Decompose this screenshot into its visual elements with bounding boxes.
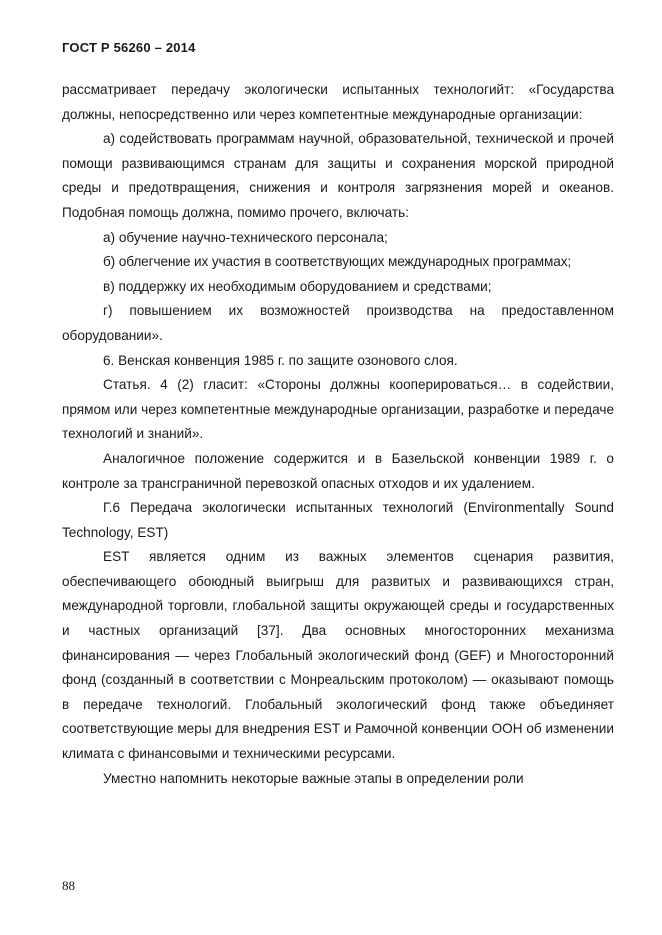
paragraph: 6. Венская конвенция 1985 г. по защите озонового слоя. (103, 352, 458, 368)
paragraph: Статья. 4 (2) гласит: «Стороны должны кооперироваться… в содействии, прямом или через компетентные международные организации, разработке и передаче технологий и знаний». (62, 377, 614, 442)
list-item: г) повышением их возможностей производства на предоставленном оборудовании». (62, 303, 614, 343)
document-header: ГОСТ Р 56260 – 2014 (62, 40, 196, 55)
list-item: в) поддержку их необходимым оборудованием и средствами; (103, 278, 492, 294)
page-number: 88 (62, 878, 75, 893)
paragraph: а) содействовать программам научной, образовательной, технической и прочей помощи развивающимся странам для защиты и сохранения морской природной среды и предотвращения, снижения и контроля загрязнения морей и океанов. Подобная помощь должна, помимо прочего, включать: (62, 131, 614, 220)
document-body (62, 78, 614, 791)
paragraph: EST является одним из важных элементов сценария развития, обеспечивающего обоюдный выигрыш для развитых и развивающихся стран, международной торговли, глобальной защиты окружающей среды и государственных и частных организаций [37]. Два основных многосторонних механизма финансирования — через Глобальный экологический фонд (GEF) и Многосторонний фонд (созданный в соответствии с Монреальским протоколом) — оказывают помощь в передаче технологий. Глобальный экологический фонд также объединяет соответствующие меры для внедрения EST и Рамочной конвенции ООН об изменении климата с финансовыми и техническими ресурсами. (62, 549, 614, 762)
paragraph: Аналогичное положение содержится и в Базельской конвенции 1989 г. о контроле за трансграничной перевозкой опасных отходов и их удалением. (62, 450, 614, 491)
list-item: б) облегчение их участия в соответствующих международных программах; (103, 254, 572, 270)
section-heading: Г.6 Передача экологически испытанных технологий (Environmentally Sound Technology, EST) (62, 500, 614, 540)
list-item: а) обучение научно-технического персонала; (103, 229, 388, 245)
paragraph: Уместно напомнить некоторые важные этапы в определении роли (103, 770, 524, 786)
paragraph: рассматривает передачу экологически испытанных технологийт: «Государства должны, непосредственно или через компетентные международные организации: (62, 82, 614, 122)
